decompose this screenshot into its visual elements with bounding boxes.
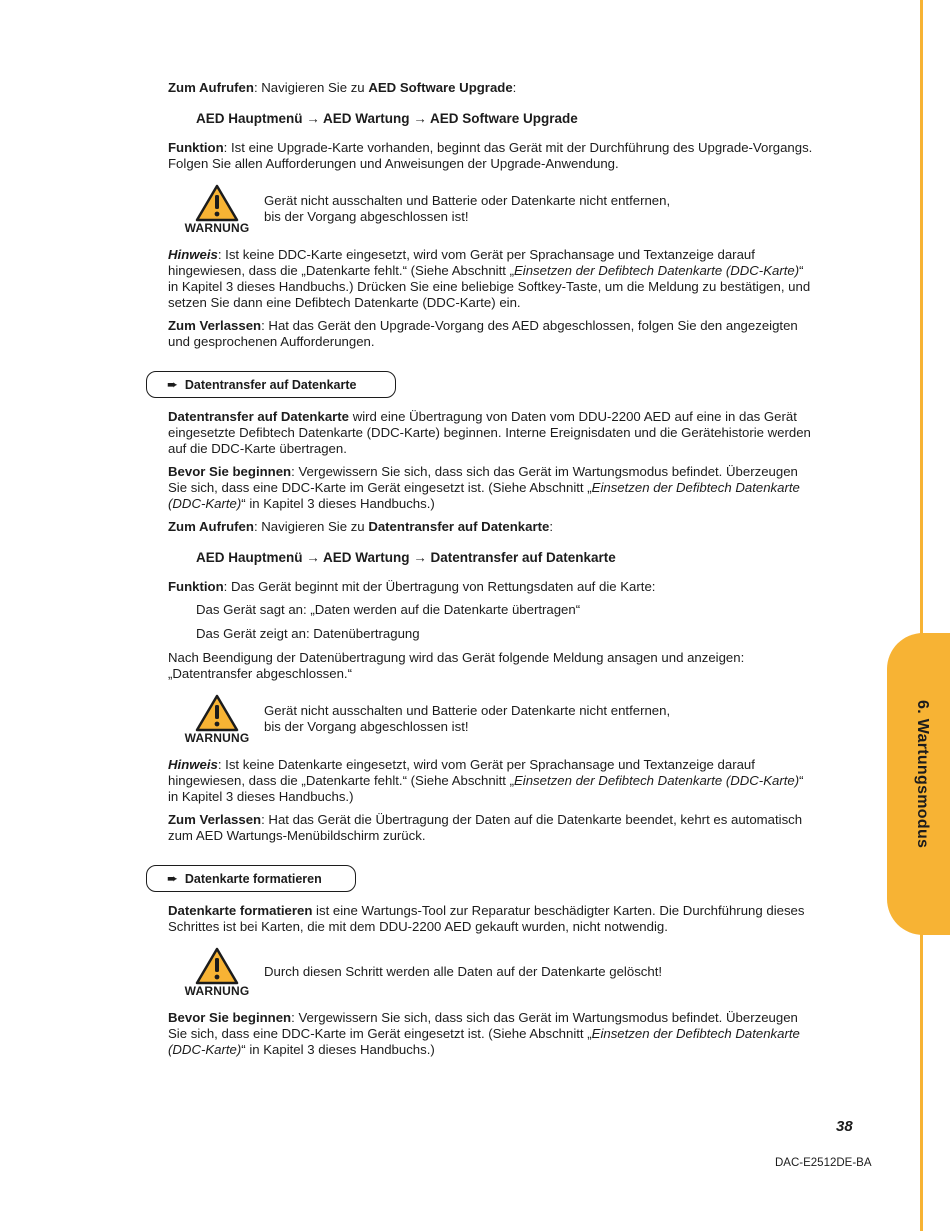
warning-triangle-icon [176, 184, 258, 234]
section-header-formatieren: ➨ Datenkarte formatieren [146, 865, 356, 892]
s1-warning [176, 184, 816, 234]
s2-intro: Datentransfer auf Datenkarte wird eine Übertragung von Daten vom DDU-2200 AED auf eine in das Gerät eingesetzte Defibtech Datenkarte (DDC-Karte) beginnen. Interne Ereignisdaten und die Gerätehistorie werden auf die DDC-Karte übertragen. [168, 409, 811, 456]
s3-bevor: Bevor Sie beginnen: Vergewissern Sie sich, dass sich das Gerät im Wartungsmodus befindet. Überzeugen Sie sich, dass eine DDC-Karte im Gerät eingesetzt ist. (Siehe Abschnitt „Einsetzen der Defibtech Datenkarte (DDC-Karte)“ in Kapitel 3 dieses Handbuchs.) [168, 1010, 800, 1057]
s2-device-says: Das Gerät sagt an: „Daten werden auf die Datenkarte übertragen“ [196, 602, 581, 617]
s2-verlassen: Zum Verlassen: Hat das Gerät die Übertragung der Daten auf die Datenkarte beendet, kehrt es automatisch zum AED Wartungs-Menübildschirm zurück. [168, 812, 803, 843]
page-content [168, 80, 816, 1065]
s2-funktion: Funktion: Das Gerät beginnt mit der Übertragung von Rettungsdaten auf die Karte: [168, 579, 656, 594]
s1-aufrufen: Zum Aufrufen: Navigieren Sie zu AED Software Upgrade: [168, 80, 517, 95]
s2-bevor: Bevor Sie beginnen: Vergewissern Sie sich, dass sich das Gerät im Wartungsmodus befindet. Überzeugen Sie sich, dass eine DDC-Karte im Gerät eingesetzt ist. (Siehe Abschnitt „Einsetzen der Defibtech Datenkarte (DDC-Karte)“ in Kapitel 3 dieses Handbuchs.) [168, 464, 800, 511]
s3-warning [176, 947, 816, 997]
arrow-right-icon: ➨ [167, 870, 178, 886]
warning-label: WARNUNG [184, 731, 250, 745]
s2-warning [176, 694, 816, 744]
warning-label: WARNUNG [184, 984, 250, 998]
accent-vertical-line [920, 0, 923, 1231]
warning-label: WARNUNG [184, 221, 250, 235]
warning-triangle-icon [176, 694, 258, 744]
s2-hinweis: Hinweis: Ist keine Datenkarte eingesetzt, wird vom Gerät per Sprachansage und Textanzeige darauf hingewiesen, dass die „Datenkarte fehlt.“ (Siehe Abschnitt „Einsetzen der Defibtech Datenkarte (DDC-Karte)“ in Kapitel 3 dieses Handbuchs.) [168, 757, 804, 804]
warning-triangle-icon [176, 947, 258, 997]
s2-nach: Nach Beendigung der Datenübertragung wird das Gerät folgende Meldung ansagen und anzeigen: „Datentransfer abgeschlossen.“ [168, 650, 745, 681]
s2-menu-path: AED Hauptmenü → AED Wartung → Datentransfer auf Datenkarte [196, 550, 616, 565]
s1-hinweis: Hinweis: Ist keine DDC-Karte eingesetzt, wird vom Gerät per Sprachansage und Textanzeige darauf hingewiesen, dass die „Datenkarte fehlt.“ (Siehe Abschnitt „Einsetzen der Defibtech Datenkarte (DDC-Karte)“ in Kapitel 3 dieses Handbuchs.) Drücken Sie eine beliebige Softkey-Taste, um die Meldung zu bestätigen, und setzen Sie dann eine Defibtech Datenkarte (DDC-Karte) ein. [168, 247, 811, 310]
warning-text: Durch diesen Schritt werden alle Daten auf der Datenkarte gelöscht! [264, 964, 663, 979]
warning-text: Gerät nicht ausschalten und Batterie oder Datenkarte nicht entfernen, bis der Vorgang abgeschlossen ist! [264, 703, 671, 734]
s1-menu-path: AED Hauptmenü → AED Wartung → AED Software Upgrade [196, 111, 578, 126]
document-code: DAC-E2512DE-BA [775, 1157, 872, 1169]
arrow-right-icon: ➨ [167, 376, 178, 392]
s3-intro: Datenkarte formatieren ist eine Wartungs-Tool zur Reparatur beschädigter Karten. Die Durchführung dieses Schrittes ist bei Karten, die mit dem DDU-2200 AED gekauft wurden, nicht notwendig. [168, 903, 805, 934]
s2-aufrufen: Zum Aufrufen: Navigieren Sie zu Datentransfer auf Datenkarte: [168, 519, 554, 534]
s1-funktion: Funktion: Ist eine Upgrade-Karte vorhanden, beginnt das Gerät mit der Durchführung des Upgrade-Vorgangs. Folgen Sie allen Aufforderungen und Anweisungen der Upgrade-Anwendung. [168, 140, 813, 171]
s2-device-shows: Das Gerät zeigt an: Datenübertragung [196, 626, 420, 641]
s1-verlassen: Zum Verlassen: Hat das Gerät den Upgrade-Vorgang des AED abgeschlossen, folgen Sie den angezeigten und gesprochenen Aufforderungen. [168, 318, 798, 349]
section-header-datentransfer: ➨ Datentransfer auf Datenkarte [146, 371, 396, 398]
chapter-tab-label: 6. Wartungsmodus [914, 700, 931, 849]
page-number: 38 [836, 1118, 853, 1135]
warning-text: Gerät nicht ausschalten und Batterie oder Datenkarte nicht entfernen, bis der Vorgang abgeschlossen ist! [264, 193, 671, 224]
